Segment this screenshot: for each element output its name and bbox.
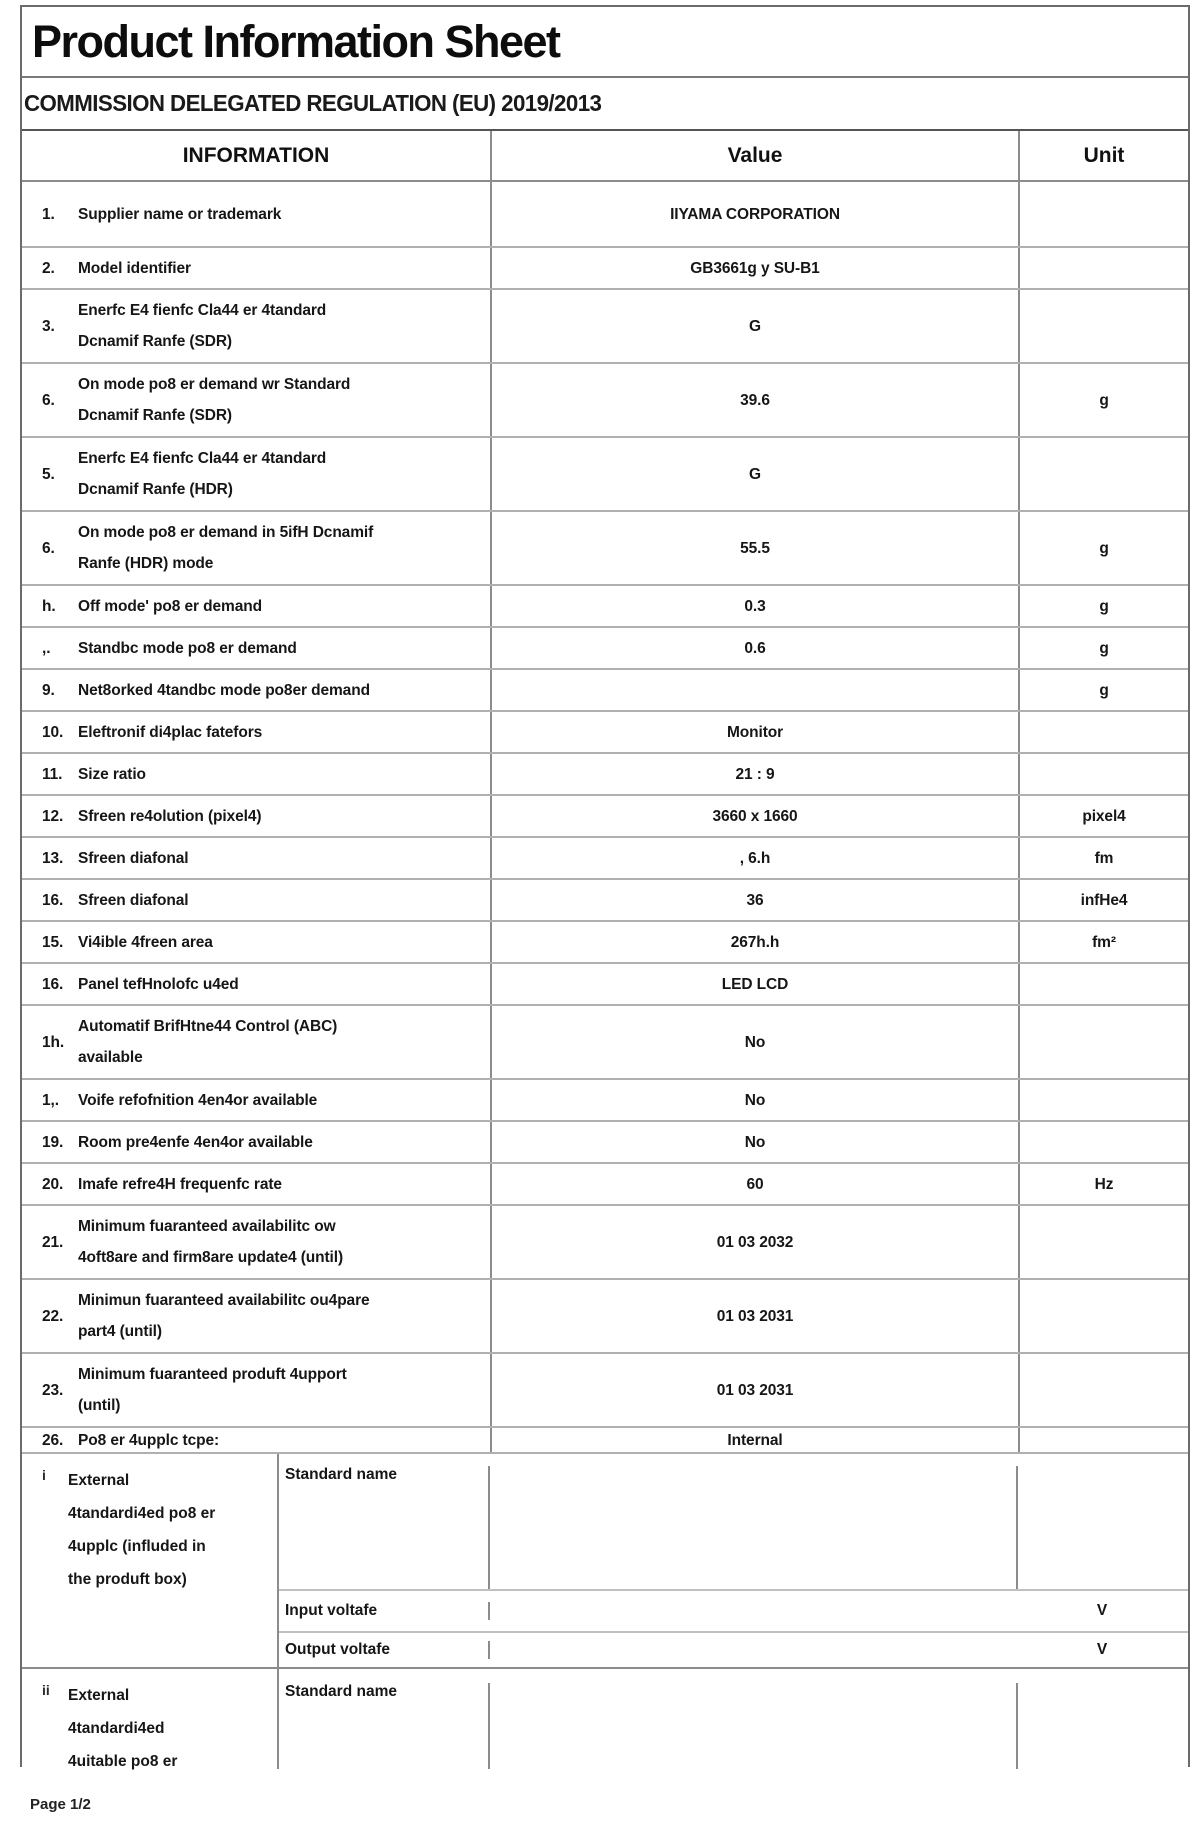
table-row <box>22 1122 1188 1164</box>
psu-sublabel: Input voltafe <box>279 1602 490 1620</box>
external-psu-section-ii <box>22 1669 1188 1769</box>
table-row <box>22 1206 1188 1280</box>
psu-subunit: V <box>1096 1602 1108 1619</box>
row-unit: g <box>1099 639 1109 657</box>
table-row <box>22 922 1188 964</box>
table-row <box>22 670 1188 712</box>
row-unit: g <box>1099 681 1109 699</box>
row-unit <box>1020 712 1188 752</box>
row-value: LED LCD <box>492 964 1020 1004</box>
row-value: G <box>492 290 1020 362</box>
row-unit: Hz <box>1094 1175 1114 1193</box>
table-header-row <box>22 131 1188 182</box>
page-number: Page 1/2 <box>30 1796 91 1813</box>
header-value: Value <box>492 131 1020 180</box>
row-label: Minimum fuaranteed availabilitc ow 4oft8are and firm8are update4 (until) <box>78 1218 344 1266</box>
row-marker-ii: ii <box>42 1682 50 1698</box>
table-row <box>22 248 1188 290</box>
table-row <box>22 1080 1188 1122</box>
row-info-cell <box>22 838 492 878</box>
row-label: Po8 er 4upplc tcpe: <box>78 1431 220 1449</box>
psu-subunit <box>1018 1683 1186 1769</box>
row-unit <box>1020 1428 1188 1452</box>
external-psu-section-i <box>22 1454 1188 1669</box>
row-marker-i: i <box>42 1467 46 1483</box>
row-info-cell <box>22 1122 492 1162</box>
row-label: On mode po8 er demand wr Standard Dcnamif Ranfe (SDR) <box>78 376 351 424</box>
row-value: 3660 x 1660 <box>492 796 1020 836</box>
row-info-cell <box>22 290 492 362</box>
row-value: Monitor <box>492 712 1020 752</box>
row-info-cell <box>22 1206 492 1278</box>
row-value: 55.5 <box>492 512 1020 584</box>
external-psu-label-i <box>22 1454 279 1667</box>
row-unit <box>1020 1354 1188 1426</box>
row-unit: fm <box>1094 849 1114 867</box>
page-title: Product Information Sheet <box>32 15 560 67</box>
row-unit <box>1020 290 1188 362</box>
row-label: Off mode' po8 er demand <box>78 597 262 615</box>
row-number: 20. <box>42 1175 64 1193</box>
row-info-cell <box>22 964 492 1004</box>
table-row <box>22 1428 1188 1454</box>
subtitle-block <box>22 78 1188 131</box>
row-info-cell <box>22 628 492 668</box>
psu-subrow-standard-name <box>279 1669 1188 1769</box>
header-information: INFORMATION <box>22 131 492 180</box>
row-info-cell <box>22 1080 492 1120</box>
row-label: Sfreen diafonal <box>78 849 189 867</box>
row-number: 16. <box>42 891 64 909</box>
row-info-cell <box>22 922 492 962</box>
table-row <box>22 880 1188 922</box>
row-value: 60 <box>492 1164 1020 1204</box>
row-number: ,. <box>42 639 51 657</box>
row-info-cell <box>22 670 492 710</box>
row-number: 16. <box>42 975 64 993</box>
row-number: 26. <box>42 1431 64 1449</box>
row-info-cell <box>22 1428 492 1452</box>
row-label: Voife refofnition 4en4or available <box>78 1091 318 1109</box>
row-value: , 6.h <box>492 838 1020 878</box>
external-psu-subrows-i <box>279 1454 1188 1667</box>
row-info-cell <box>22 248 492 288</box>
table-row <box>22 182 1188 248</box>
row-info-cell <box>22 1006 492 1078</box>
row-unit: g <box>1099 391 1109 409</box>
table-row <box>22 1354 1188 1428</box>
row-label: Sfreen re4olution (pixel4) <box>78 807 262 825</box>
psu-sublabel: Standard name <box>279 1683 490 1769</box>
row-unit <box>1020 248 1188 288</box>
row-value: No <box>492 1122 1020 1162</box>
table-row <box>22 438 1188 512</box>
row-number: 1. <box>42 205 55 223</box>
table-row <box>22 364 1188 438</box>
row-unit: infHe4 <box>1080 891 1128 909</box>
row-label: Standbc mode po8 er demand <box>78 639 297 657</box>
row-number: 1h. <box>42 1033 65 1051</box>
psu-subunit: V <box>1096 1641 1108 1658</box>
row-info-cell <box>22 512 492 584</box>
psu-subvalue <box>490 1466 1018 1589</box>
title-block <box>22 7 1188 78</box>
row-value: 21 : 9 <box>492 754 1020 794</box>
row-number: 21. <box>42 1233 64 1251</box>
row-label: Vi4ible 4freen area <box>78 933 213 951</box>
row-label: Room pre4enfe 4en4or available <box>78 1133 313 1151</box>
row-label: Size ratio <box>78 765 146 783</box>
row-unit: g <box>1099 597 1109 615</box>
table-row <box>22 796 1188 838</box>
row-unit <box>1020 1080 1188 1120</box>
row-number: 10. <box>42 723 64 741</box>
row-info-cell <box>22 586 492 626</box>
row-label: Supplier name or trademark <box>78 205 282 223</box>
row-value: GB3661g y SU-B1 <box>492 248 1020 288</box>
external-psu-subrows-ii <box>279 1669 1188 1769</box>
row-number: 5. <box>42 465 55 483</box>
row-unit <box>1020 964 1188 1004</box>
row-label: On mode po8 er demand in 5ifH Dcnamif Ranfe (HDR) mode <box>78 524 374 572</box>
table-row <box>22 512 1188 586</box>
table-row <box>22 964 1188 1006</box>
row-value: Internal <box>492 1428 1020 1452</box>
row-unit: g <box>1099 539 1109 557</box>
row-label: Imafe refre4H frequenfc rate <box>78 1175 282 1193</box>
row-info-cell <box>22 364 492 436</box>
row-info-cell <box>22 880 492 920</box>
table-row <box>22 1006 1188 1080</box>
table-row <box>22 712 1188 754</box>
row-unit <box>1020 1280 1188 1352</box>
row-unit <box>1020 754 1188 794</box>
row-number: 15. <box>42 933 64 951</box>
row-value: 36 <box>492 880 1020 920</box>
regulation-subtitle: COMMISSION DELEGATED REGULATION (EU) 2019/2013 <box>24 90 602 116</box>
psu-sublabel: Output voltafe <box>279 1641 490 1659</box>
row-number: 6. <box>42 391 55 409</box>
psu-subrow-standard-name <box>279 1454 1188 1589</box>
psu-subrow-input-voltage <box>279 1589 1188 1631</box>
row-value: 39.6 <box>492 364 1020 436</box>
row-value: G <box>492 438 1020 510</box>
external-psu-label-ii <box>22 1669 279 1769</box>
row-number: 3. <box>42 317 55 335</box>
row-value: 01 03 2031 <box>492 1354 1020 1426</box>
row-label: Panel tefHnolofc u4ed <box>78 975 239 993</box>
row-label: Minimum fuaranteed produft 4upport (until) <box>78 1366 347 1414</box>
row-info-cell <box>22 754 492 794</box>
row-info-cell <box>22 796 492 836</box>
row-label: Minimun fuaranteed availabilitc ou4pare part4 (until) <box>78 1292 370 1340</box>
external-psu-label-lines: External 4tandardi4ed 4uitable po8 er <box>68 1687 178 1770</box>
table-row <box>22 754 1188 796</box>
row-unit <box>1020 1122 1188 1162</box>
row-label: Sfreen diafonal <box>78 891 189 909</box>
header-unit: Unit <box>1083 143 1125 167</box>
row-value: 01 03 2032 <box>492 1206 1020 1278</box>
row-label: Automatif BrifHtne44 Control (ABC) available <box>78 1018 338 1066</box>
row-number: h. <box>42 597 56 615</box>
row-info-cell <box>22 712 492 752</box>
table-row <box>22 1280 1188 1354</box>
row-label: Net8orked 4tandbc mode po8er demand <box>78 681 370 699</box>
row-number: 23. <box>42 1381 64 1399</box>
psu-sublabel: Standard name <box>279 1466 490 1589</box>
table-row <box>22 628 1188 670</box>
row-info-cell <box>22 438 492 510</box>
row-info-cell <box>22 1280 492 1352</box>
row-label: Model identifier <box>78 259 191 277</box>
row-info-cell <box>22 1164 492 1204</box>
row-value: 0.3 <box>492 586 1020 626</box>
row-value: 01 03 2031 <box>492 1280 1020 1352</box>
row-label: Eleftronif di4plac fatefors <box>78 723 263 741</box>
row-number: 2. <box>42 259 55 277</box>
external-psu-label-lines: External 4tandardi4ed po8 er 4upplc (influded in the produft box) <box>68 1472 216 1588</box>
row-unit <box>1020 182 1188 246</box>
table-row <box>22 838 1188 880</box>
row-number: 9. <box>42 681 55 699</box>
table-row <box>22 1164 1188 1206</box>
row-unit <box>1020 1206 1188 1278</box>
psu-subrow-output-voltage <box>279 1631 1188 1667</box>
table-body <box>22 182 1188 1454</box>
row-number: 1,. <box>42 1091 59 1109</box>
row-number: 6. <box>42 539 55 557</box>
table-row <box>22 586 1188 628</box>
row-label: Enerfc E4 fienfc Cla44 er 4tandard Dcnamif Ranfe (HDR) <box>78 450 327 498</box>
row-number: 13. <box>42 849 64 867</box>
row-value: 0.6 <box>492 628 1020 668</box>
row-value: No <box>492 1080 1020 1120</box>
product-information-sheet <box>20 5 1190 1770</box>
row-label: Enerfc E4 fienfc Cla44 er 4tandard Dcnamif Ranfe (SDR) <box>78 302 327 350</box>
row-unit: fm² <box>1092 933 1116 951</box>
row-number: 12. <box>42 807 64 825</box>
row-info-cell <box>22 1354 492 1426</box>
row-number: 19. <box>42 1133 64 1151</box>
row-number: 22. <box>42 1307 64 1325</box>
row-info-cell <box>22 182 492 246</box>
row-unit: pixel4 <box>1082 807 1126 825</box>
psu-subunit <box>1018 1466 1186 1589</box>
psu-subvalue <box>490 1683 1018 1769</box>
table-row <box>22 290 1188 364</box>
row-value: No <box>492 1006 1020 1078</box>
row-number: 11. <box>42 765 63 783</box>
row-unit <box>1020 1006 1188 1078</box>
row-value <box>492 670 1020 710</box>
row-value: 267h.h <box>492 922 1020 962</box>
row-unit <box>1020 438 1188 510</box>
row-value: IIYAMA CORPORATION <box>492 182 1020 246</box>
